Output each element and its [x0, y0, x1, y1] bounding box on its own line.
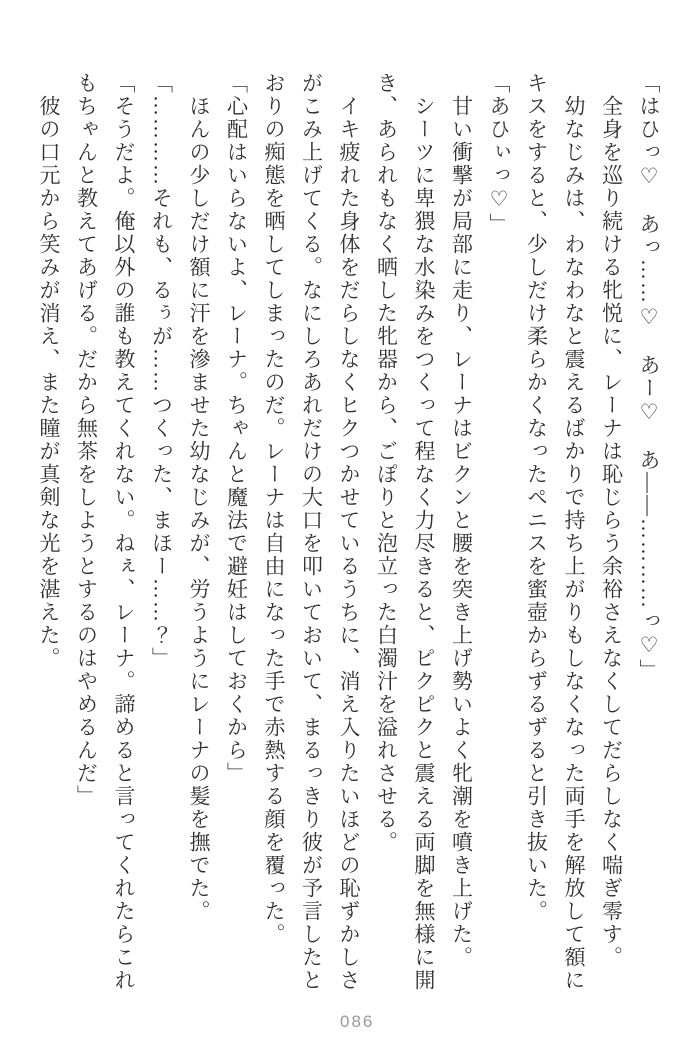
- text-line: 「あひぃっ♡」: [487, 72, 511, 236]
- text-line: もちゃんと教えてあげる。だから無茶をしようとするのはやめるんだ」: [74, 72, 99, 808]
- text-line: 「はひっ♡ あっ……♡ あー♡ あ――…………っ♡」: [637, 72, 661, 682]
- vertical-text-columns: [30, 72, 668, 1004]
- page-number: 086: [340, 1012, 375, 1031]
- text-line: 甘い衝撃が局部に走り、レーナはビクンと腰を突き上げ勢いよく牝潮を噴き上げた。: [449, 95, 474, 969]
- text-line: ほんの少しだけ額に汗を滲ませた幼なじみが、労うようにレーナの髪を撫でた。: [187, 95, 211, 923]
- text-line: 「そうだよ。俺以外の誰も教えてくれない。ねぇ、レーナ。諦めると言ってくれたらこれ: [112, 72, 136, 992]
- text-line: キスをすると、少しだけ柔らかくなったペニスを蜜壺からずるずると引き抜いた。: [524, 72, 549, 923]
- text-line: イキ疲れた身体をだらしなくヒクつかせているうちに、消え入りたいほどの恥ずかしさ: [337, 95, 361, 992]
- text-line: シーツに卑猥な水染みをつくって程なく力尽きると、ピクピクと震える両脚を無様に開: [412, 95, 436, 992]
- text-line: 幼なじみは、わなわなと震えるばかりで持ち上がりもしなくなった両手を解放して額に: [562, 95, 586, 992]
- text-line: おりの痴態を晒してしまったのだ。レーナは自由になった手で赤熱する顔を覆った。: [262, 72, 286, 946]
- text-line: 「心配はいらないよ、レーナ。ちゃんと魔法で避妊はしておくから」: [224, 72, 249, 785]
- text-line: き、あられもなく晒した牝器から、ごぽりと泡立った白濁汁を溢れさせる。: [374, 72, 399, 854]
- text-line: 彼の口元から笑みが消え、また瞳が真剣な光を湛えた。: [37, 95, 61, 670]
- text-line: 「…………それも、るぅが……つくった、まほー……？」: [149, 72, 174, 670]
- text-line: 全身を巡り続ける牝悦に、レーナは恥じらう余裕さえなくしてだらしなく喘ぎ零す。: [599, 95, 624, 969]
- text-line: がこみ上げてくる。なにしろあれだけの大口を叩いておいて、まるっきり彼が予言したと: [299, 72, 324, 992]
